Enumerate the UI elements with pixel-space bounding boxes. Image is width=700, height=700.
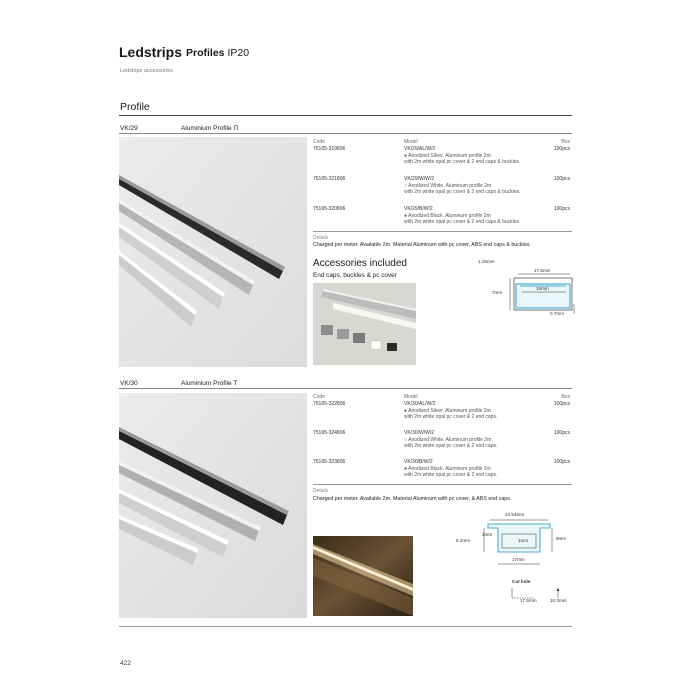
profile-diagram-vk30: [452, 508, 574, 614]
row-code: 75165-320806: [313, 206, 346, 212]
dim-label: 1mm: [518, 538, 529, 543]
row-desc: ○ Anodized White. Aluminum profile 2m: [404, 182, 492, 189]
profile-strips-image: [119, 137, 307, 367]
dim-label: 9mm: [556, 536, 567, 541]
cross-section-diagram: [452, 508, 574, 580]
row-code: 75165-322806: [313, 401, 346, 407]
dim-label: 0.7mm: [550, 311, 565, 316]
details-text: Charged per meter. Available 2m. Material Aluminum with pc cover, & ABS end caps.: [313, 496, 512, 502]
dim-label: 17.5mm: [534, 268, 551, 273]
row-box: 100pcs: [553, 176, 570, 182]
row-desc: with 2m white opal pc cover & 2 end caps.: [404, 472, 498, 479]
breadcrumb: Ledstrips accessories: [120, 68, 173, 74]
product-divider: [119, 388, 572, 389]
cut-hole-label: Cut hole: [512, 579, 531, 584]
row-desc: with 2m white opal pc cover & 2 end caps.: [404, 443, 498, 450]
table-header-model: Model: [404, 394, 418, 400]
row-desc: ● Anodized Silver. Aluminum profile 2m: [404, 152, 491, 159]
table-header-code: Code: [313, 394, 325, 400]
dim-label: 7mm: [492, 290, 503, 295]
row-box: 100pcs: [553, 430, 570, 436]
product-code-vk29: VK/29: [120, 125, 138, 132]
row-box: 100pcs: [553, 459, 570, 465]
row-desc: ● Anodized Black. Aluminum profile 2m: [404, 212, 491, 219]
details-divider: [313, 231, 572, 232]
row-model: VK/29/B/W/2: [404, 206, 433, 212]
accessories-photo: [313, 283, 416, 365]
table-row: [313, 176, 345, 183]
table-header-model: Model: [404, 139, 418, 145]
table-row: [313, 401, 345, 408]
details-label: Details: [313, 488, 329, 494]
row-box: 100pcs: [553, 206, 570, 212]
accessories-subtitle: End caps, buckles & pc cover: [313, 272, 397, 279]
row-code: 75165-319806: [313, 146, 346, 152]
dim-label: 1mm: [482, 532, 493, 537]
row-code: 75165-321806: [313, 176, 346, 182]
product-photo-vk30: [119, 393, 307, 618]
table-row: [313, 206, 345, 213]
row-desc: ● Anodized Black. Aluminum profile 2m: [404, 465, 491, 472]
dim-label: 24.54mm: [505, 512, 525, 517]
dim-label: 6.2mm: [456, 538, 471, 543]
section-title: Profile: [120, 101, 150, 113]
details-text: Charged per meter. Available 2m. Material Aluminum with pc cover, ABS end caps & buckles.: [313, 242, 531, 248]
row-model: VK/30/B/W/2: [404, 459, 433, 465]
profile-diagram-vk29: [478, 256, 578, 320]
dim-label: 17mm: [512, 557, 525, 562]
dim-label: 15mm: [536, 286, 549, 291]
table-header-box: Box: [561, 139, 570, 145]
product-divider: [119, 133, 572, 134]
section-divider: [119, 115, 572, 116]
table-row: [313, 430, 345, 437]
lighting-photo: [313, 536, 413, 616]
product-name-vk29: Aluminium Profile Π: [181, 125, 239, 132]
table-row: [313, 146, 345, 153]
product-photo-vk29: [119, 137, 307, 367]
subtitle-suffix: IP20: [227, 47, 250, 59]
bottom-divider: [119, 626, 572, 627]
product-code-vk30: VK/30: [120, 380, 138, 387]
product-name-vk30: Aluminium Profile T: [181, 380, 238, 387]
profile-strips-image: [119, 393, 307, 618]
cut-hole-depth: 10.3mm: [550, 598, 567, 603]
cut-hole-width: 17.5mm: [520, 598, 537, 603]
row-code: 75165-324806: [313, 430, 346, 436]
page-subtitle: [186, 47, 249, 59]
row-code: 75165-323806: [313, 459, 346, 465]
row-desc: with 2m white opal pc cover & 2 end caps.: [404, 414, 498, 421]
row-desc: ● Anodized Silver. Aluminum profile 2m: [404, 407, 491, 414]
row-box: 100pcs: [553, 401, 570, 407]
row-desc: ○ Anodized White. Aluminum profile 2m: [404, 436, 492, 443]
row-desc: with 2m white opal pc cover & 2 end caps & buckles.: [404, 159, 521, 166]
details-divider: [313, 484, 572, 485]
lit-profile-image: [313, 536, 413, 616]
page-number: 422: [120, 660, 131, 667]
row-model: VK/29/W/W/2: [404, 176, 435, 182]
row-model: VK/30/AL/W/2: [404, 401, 436, 407]
accessories-image: [313, 283, 416, 365]
subtitle-prefix: Profiles: [186, 47, 225, 59]
details-label: Details: [313, 235, 329, 241]
table-row: [313, 459, 345, 466]
row-model: VK/30/W/W/2: [404, 430, 435, 436]
row-box: 100pcs: [553, 146, 570, 152]
table-header-code: Code: [313, 139, 325, 145]
row-desc: with 2m white opal pc cover & 2 end caps & buckles.: [404, 189, 521, 196]
accessories-title: Accessories included: [313, 258, 407, 269]
page-title: Ledstrips: [119, 44, 183, 60]
dim-label: 1.25mm: [478, 259, 495, 264]
row-model: VK/29/AL/W/2: [404, 146, 436, 152]
row-desc: with 2m white opal pc cover & 2 end caps & buckles.: [404, 219, 521, 226]
table-header-box: Box: [561, 394, 570, 400]
